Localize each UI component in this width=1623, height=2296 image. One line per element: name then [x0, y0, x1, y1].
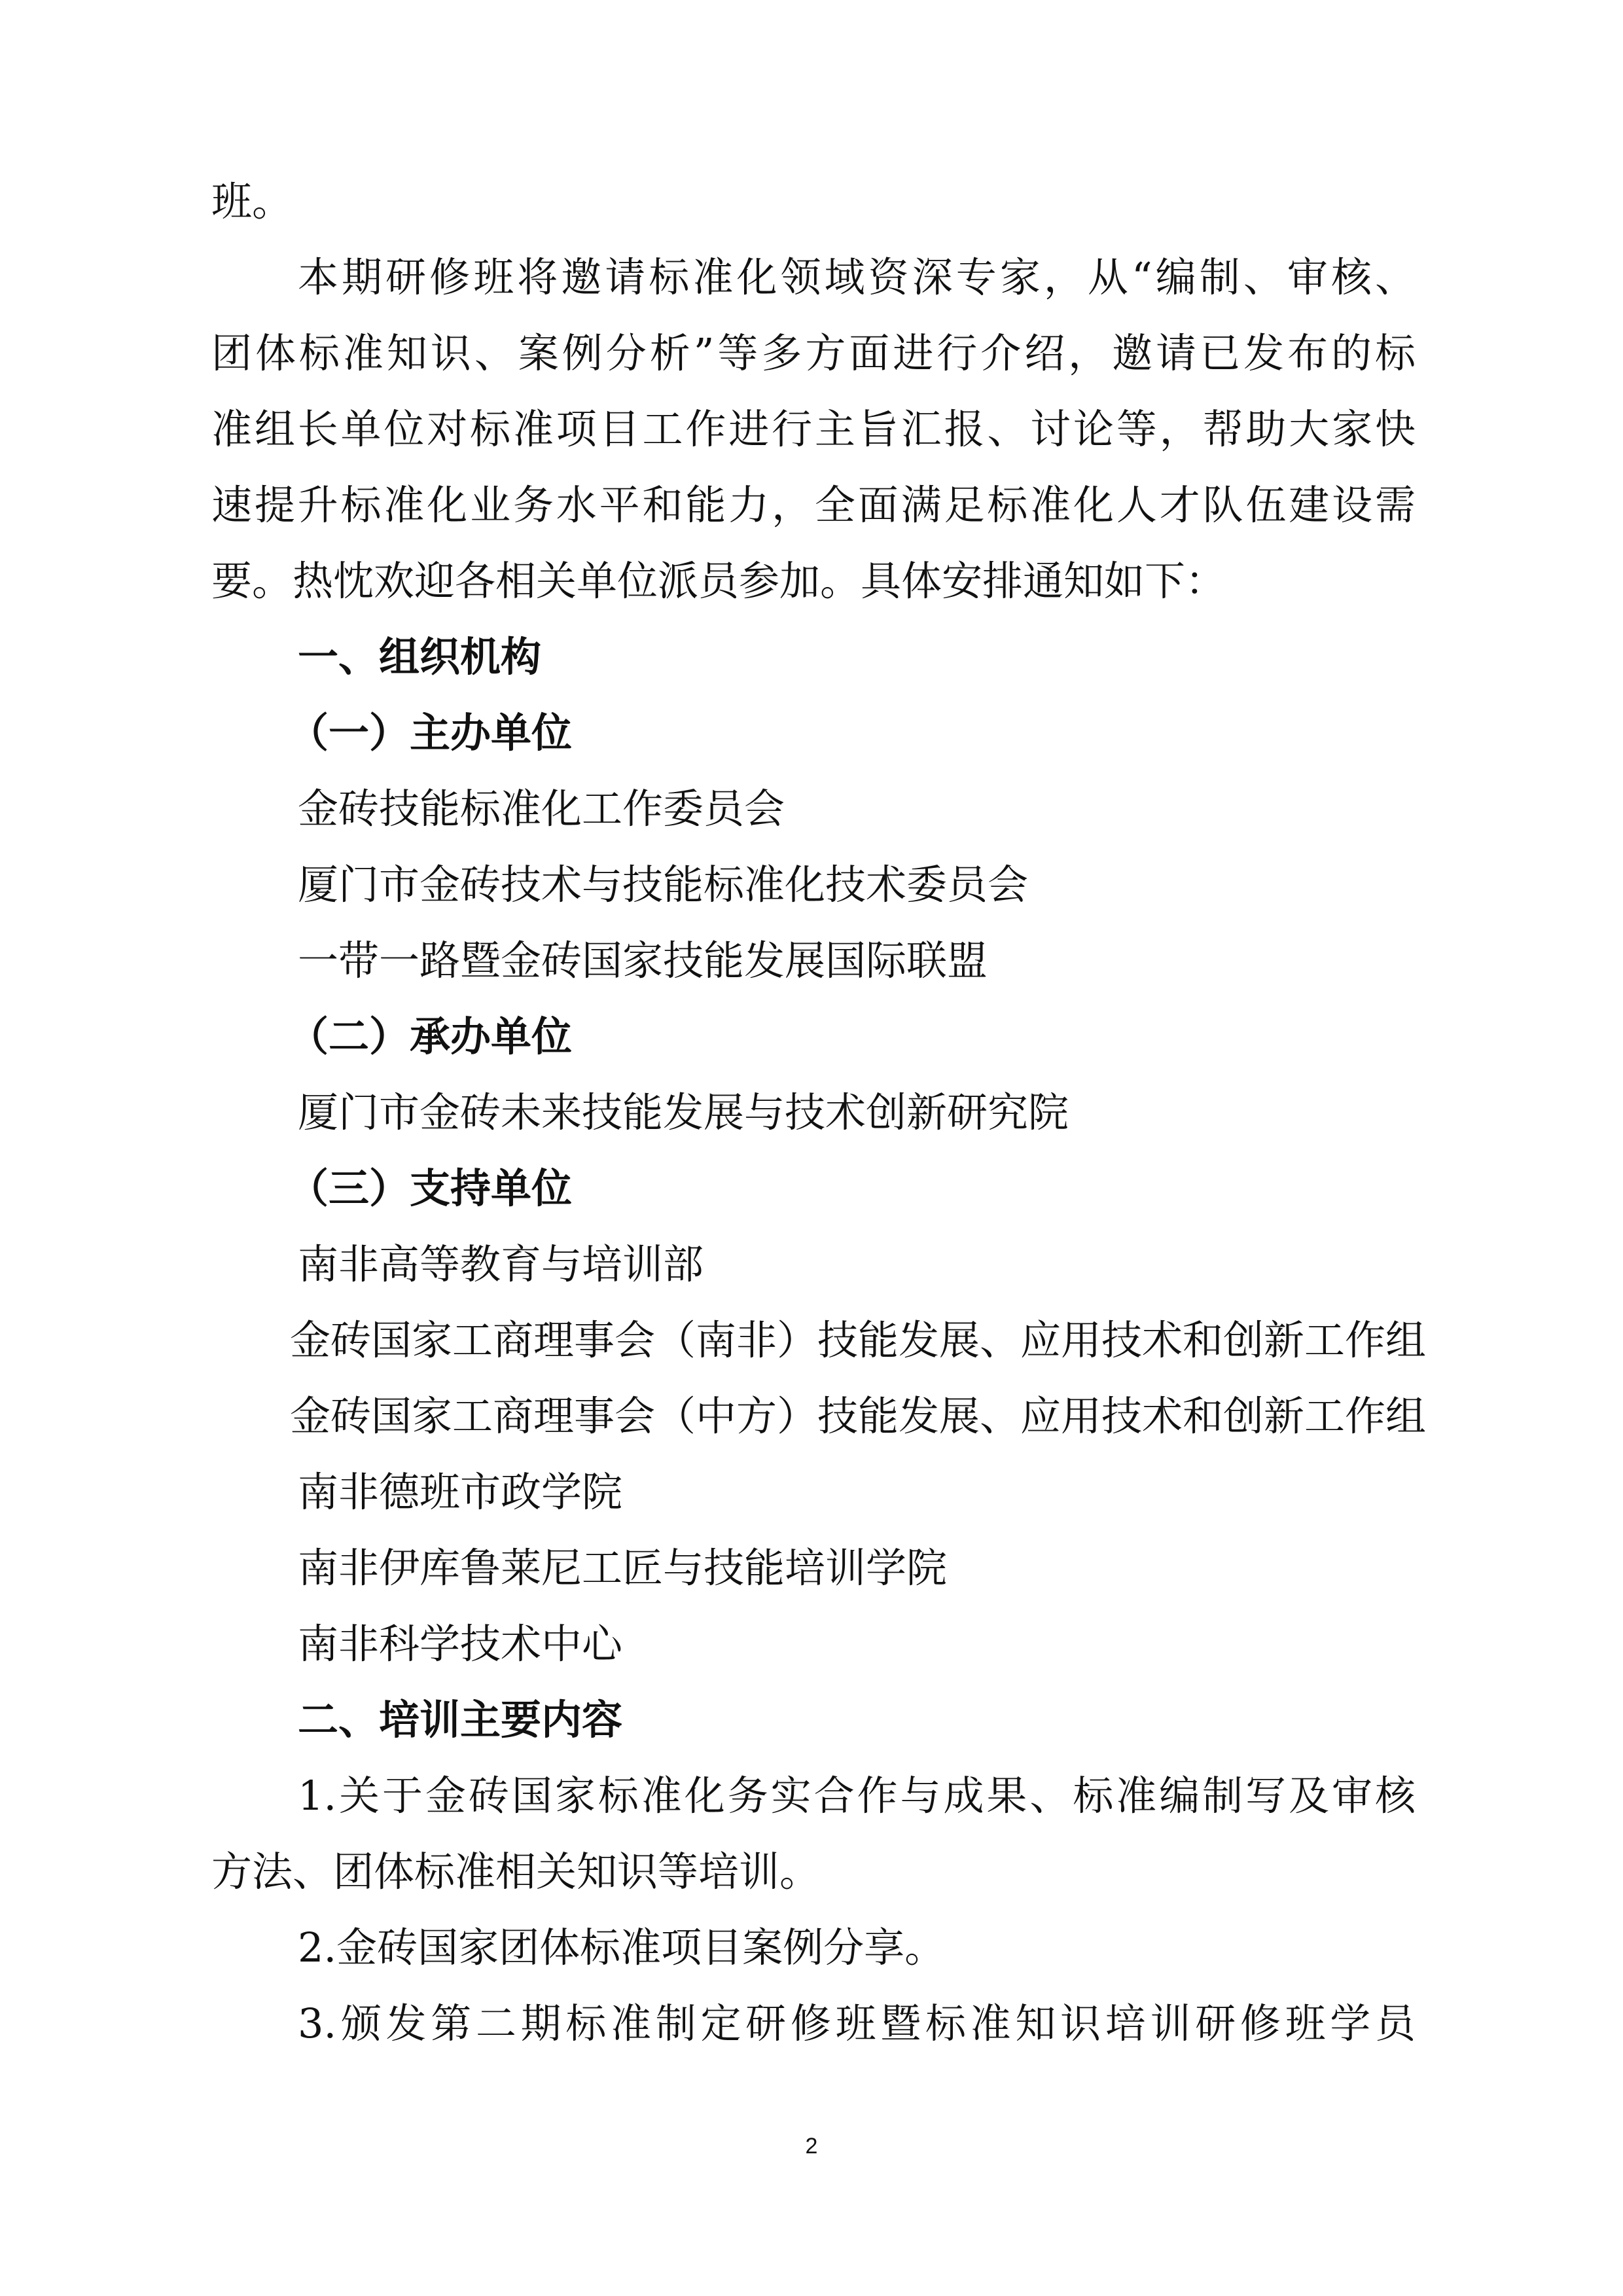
list-item: 厦门市金砖未来技能发展与技术创新研究院	[298, 1088, 1069, 1136]
paragraph-line: 班。	[211, 177, 293, 225]
paragraph-line: 方法、团体标准相关知识等培训。	[211, 1848, 821, 1895]
list-item: 金砖国家工商理事会（南非）技能发展、应用技术和创新工作组	[290, 1316, 1427, 1364]
list-item: 厦门市金砖技术与技能标准化技术委员会	[298, 861, 1029, 908]
page-number: 2	[805, 2134, 818, 2159]
section-heading: 一、组织机构	[298, 633, 542, 681]
paragraph-line: 1.关于金砖国家标准化务实合作与成果、标准编制写及审核	[298, 1772, 1416, 1820]
paragraph-line: 团体标准知识、案例分析”等多方面进行介绍，邀请已发布的标	[211, 329, 1416, 377]
paragraph-line: 准组长单位对标准项目工作进行主旨汇报、讨论等，帮助大家快	[211, 405, 1416, 453]
list-item: 金砖技能标准化工作委员会	[298, 785, 785, 833]
list-item: 南非高等教育与培训部	[298, 1240, 704, 1288]
section-heading: 二、培训主要内容	[298, 1696, 623, 1744]
subsection-heading: （三）支持单位	[288, 1164, 573, 1212]
subsection-heading: （二）承办单位	[288, 1013, 573, 1060]
subsection-heading: （一）主办单位	[288, 709, 573, 757]
list-item: 金砖国家工商理事会（中方）技能发展、应用技术和创新工作组	[290, 1392, 1427, 1440]
list-item: 南非伊库鲁莱尼工匠与技能培训学院	[298, 1544, 948, 1592]
paragraph-line: 3.颁发第二期标准制定研修班暨标准知识培训研修班学员	[298, 2000, 1416, 2047]
paragraph-line: 速提升标准化业务水平和能力，全面满足标准化人才队伍建设需	[211, 481, 1416, 529]
list-item: 一带一路暨金砖国家技能发展国际联盟	[298, 937, 988, 984]
paragraph-line: 要。热忱欢迎各相关单位派员参加。具体安排通知如下：	[211, 557, 1226, 605]
list-item: 南非德班市政学院	[298, 1468, 623, 1516]
list-item: 南非科学技术中心	[298, 1620, 623, 1668]
paragraph-line: 2.金砖国家团体标准项目案例分享。	[298, 1924, 946, 1971]
paragraph-line: 本期研修班将邀请标准化领域资深专家，从“编制、审核、	[298, 253, 1416, 301]
